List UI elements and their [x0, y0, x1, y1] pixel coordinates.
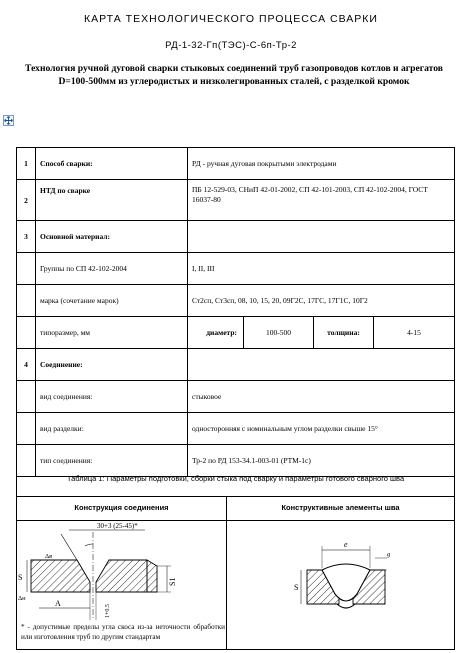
document-code: РД-1-32-Гп(ТЭС)-С-6п-Тр-2 [165, 40, 297, 51]
delta-b-label: Δв [45, 553, 53, 560]
bevel-kind-value: односторонняя с номинальным углом разделки свыше 15° [188, 413, 455, 445]
row-number: 2 [17, 180, 36, 221]
ntd-value: ПБ 12-529-03, СНиП 42-01-2002, СП 42-101-2003, СП 42-102-2004, ГОСТ 16037-80 [188, 180, 455, 221]
technology-title: Технология ручной дуговой сварки стыковых соединений труб газопроводов котлов и агрегатов D=100-500мм из углеродистых и низколегированных сталей, с разделкой кромок [25, 63, 443, 87]
table-row [17, 349, 455, 381]
table-row [17, 180, 455, 221]
table-1-caption: Таблица 1: Параметры подготовки, сборки стыка под сварку и параметры готового сварного шва [16, 468, 455, 497]
weld-elements-title: Конструктивные элементы шва [227, 497, 454, 521]
dimension-a-label: A [55, 599, 61, 608]
angle-tolerance-note: * - допустимые пределы угла скоса из-за неточности обработки или изготовления труб по другим стандартам [21, 623, 225, 641]
joint-value [188, 349, 455, 381]
row-number: 4 [17, 349, 36, 381]
bevel-angle-label: 30+3 (25-45)* [97, 522, 138, 530]
gap-label: 1+0.5 [105, 604, 111, 618]
material-groups-label: Группы по СП 42-102-2004 [36, 253, 188, 285]
table-move-handle-icon[interactable] [3, 115, 14, 126]
welding-method-label: Способ сварки: [36, 148, 188, 180]
welding-method-value: РД - ручная дуговая покрытыми электродами [188, 148, 455, 180]
right-plate-section [96, 560, 147, 592]
row-number: 3 [17, 221, 36, 253]
size-label: типоразмер, мм [36, 317, 188, 349]
joint-design-panel [16, 497, 227, 650]
joint-type-label: тип соединения: [36, 445, 188, 477]
thickness-s1-label: S1 [168, 577, 177, 586]
joint-label: Соединение: [36, 349, 188, 381]
thickness-s-label: S [18, 573, 23, 582]
joint-type-value: Тр-2 по РД 153-34.1-003-01 (РТМ-1с) [188, 445, 455, 477]
base-material-label: Основной материал: [36, 221, 188, 253]
left-plate-section [31, 560, 90, 592]
thickness-label: толщина: [314, 317, 374, 348]
diameter-label: диаметр: [188, 317, 244, 348]
table-row [17, 253, 455, 285]
base-material-value [188, 221, 455, 253]
row-number: 1 [17, 148, 36, 180]
bevel-kind-label: вид разделки: [36, 413, 188, 445]
joint-design-drawing [17, 520, 226, 625]
height-g-label: g [387, 551, 391, 558]
material-groups-value: I, II, III [188, 253, 455, 285]
table-row [17, 148, 455, 180]
diameter-value: 100-500 [244, 317, 314, 348]
thickness-s-label: S [294, 583, 299, 592]
table-row [17, 285, 455, 317]
joint-kind-label: вид соединения: [36, 381, 188, 413]
steel-grade-label: марка (сочетание марок) [36, 285, 188, 317]
delta-n-label: Δн [18, 595, 26, 602]
table-row [17, 221, 455, 253]
width-e-label: e [344, 540, 348, 549]
weld-elements-drawing [227, 520, 454, 650]
card-title: КАРТА ТЕХНОЛОГИЧЕСКОГО ПРОЦЕССА СВАРКИ [84, 13, 378, 25]
ntd-label: НТД по сварке [36, 180, 188, 221]
table-row [17, 317, 455, 349]
thickness-value: 4-15 [407, 328, 421, 337]
joint-kind-value: стыковое [188, 381, 455, 413]
weld-elements-panel [226, 497, 455, 650]
table-row [17, 381, 455, 413]
steel-grade-value: Ст2сп, Ст3сп, 08, 10, 15, 20, 09Г2С, 17ГС, 17Г1С, 10Г2 [188, 285, 455, 317]
table-row [17, 413, 455, 445]
process-table [16, 147, 455, 477]
joint-design-title: Конструкция соединения [17, 497, 226, 521]
